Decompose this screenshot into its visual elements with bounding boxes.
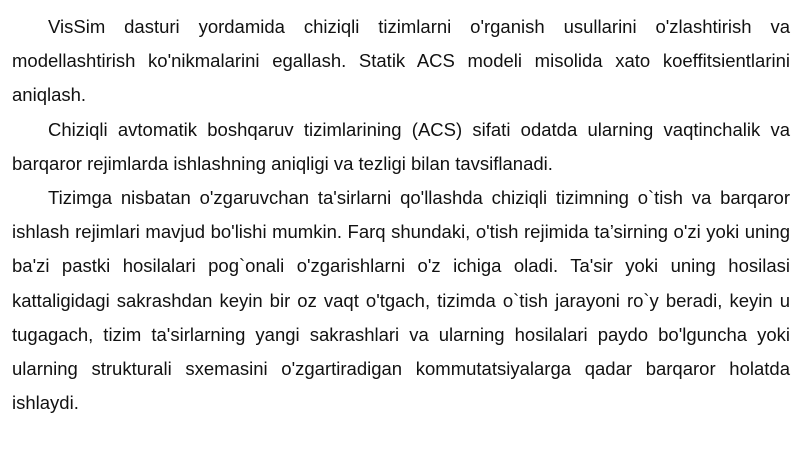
paragraph-transient-modes: Tizimga nisbatan o'zgaruvchan ta'sirlarni qo'llashda chiziqli tizimning o`tish va barqaror ishlash rejimlari mavjud bo'lishi mumkin. Farq shundaki, o'tish rejimida ta’sirning o'zi yoki uning ba'zi pastki hosilalari pog`onali o'zgarishlarni o'z ichiga oladi. Ta'sir yoki uning hosilasi kattaligidagi sakrashdan keyin bir oz vaqt o'tgach, tizimda o`tish jarayoni ro`y beradi, keyin u tugagach, tizim ta'sirlarning yangi sakrashlari va ularning hosilalari paydo bo'lguncha yoki ularning strukturali sxemasini o'zgartiradigan kommutatsiyalarga qadar barqaror holatda ishlaydi. <box>12 187 790 414</box>
document-body <box>12 10 790 420</box>
paragraph-intro: VisSim dasturi yordamida chiziqli tizimlarni o'rganish usullarini o'zlashtirish va modellashtirish ko'nikmalarini egallash. Statik ACS modeli misolida xato koeffitsientlarini aniqlash. <box>12 16 790 106</box>
paragraph-acs-quality: Chiziqli avtomatik boshqaruv tizimlarining (ACS) sifati odatda ularning vaqtinchalik va barqaror rejimlarda ishlashning aniqligi va tezligi bilan tavsiflanadi. <box>12 118 790 174</box>
